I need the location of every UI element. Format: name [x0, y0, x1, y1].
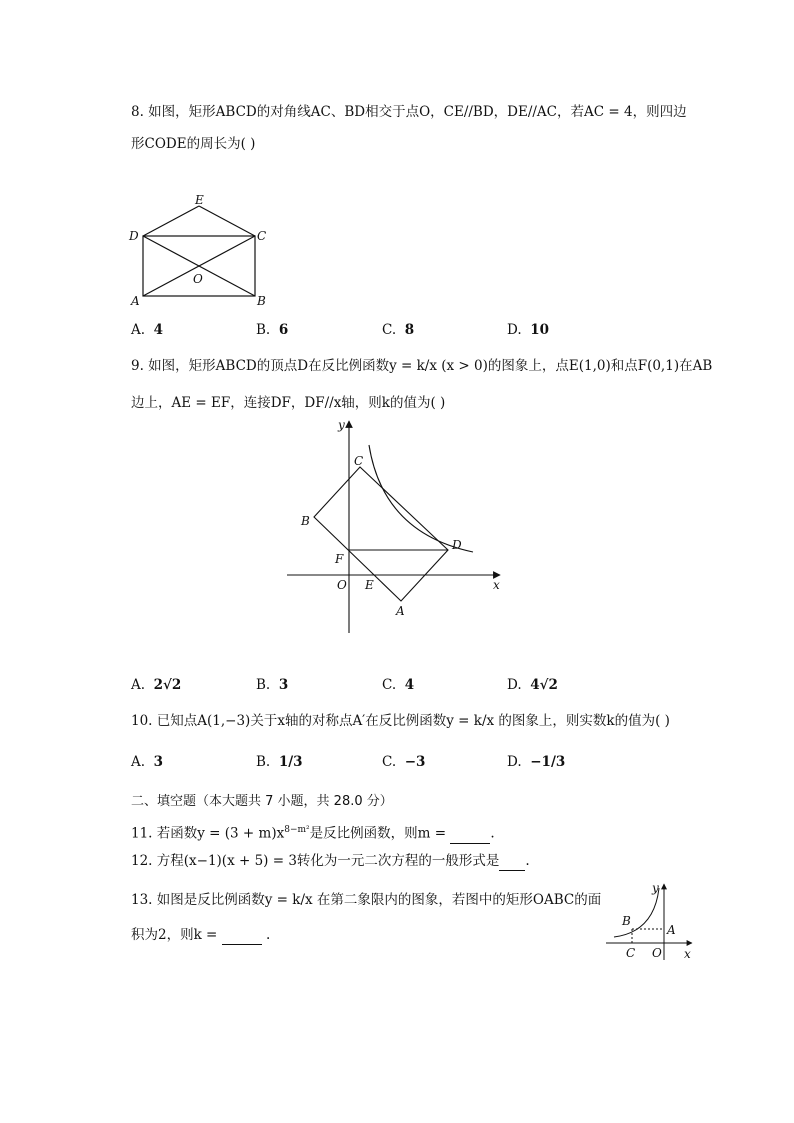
q9-option-a[interactable]: A. 2√2 — [131, 677, 182, 693]
q12-answer-blank[interactable] — [499, 856, 525, 871]
q13-text: 积为2，则k = — [131, 927, 218, 943]
q9-stem-line2: 边上，AE = EF，连接DF，DF//x轴，则k的值为( ) — [131, 395, 446, 411]
label-f: F — [335, 552, 344, 566]
q10-option-c[interactable]: C. −3 — [382, 754, 426, 770]
q10-option-d[interactable]: D. −1/3 — [507, 754, 566, 770]
hyperbola-curve — [614, 888, 659, 937]
label-a: A — [396, 604, 405, 618]
q11-exponent: 8−m² — [284, 825, 310, 835]
label-c: C — [354, 454, 364, 468]
q10-stem-line1: 10. 已知点A(1,−3)关于x轴的对称点A′在反比例函数y = k/x 的图象上，则实数k的值为( ) — [131, 713, 670, 729]
q13-stem-line1: 13. 如图是反比例函数y = k/x 在第二象限内的图象，若图中的矩形OABC的面 — [131, 892, 602, 908]
q13-answer-blank[interactable] — [222, 930, 262, 945]
q13-figure — [602, 880, 698, 964]
label-b: B — [622, 914, 631, 928]
label-e: E — [365, 578, 374, 592]
rectangle-abcd — [314, 467, 448, 601]
q9-figure — [285, 415, 510, 640]
label-e: E — [195, 193, 204, 207]
label-x: x — [493, 578, 500, 592]
label-x: x — [684, 947, 691, 961]
q9-option-d[interactable]: D. 4√2 — [507, 677, 558, 693]
q11-text-after: 是反比例函数，则m = — [309, 825, 447, 842]
label-c: C — [626, 946, 636, 960]
q8-stem-line2: 形CODE的周长为( ) — [131, 136, 256, 152]
label-o: O — [652, 946, 662, 960]
q8-figure — [125, 188, 275, 310]
label-c: C — [257, 229, 267, 243]
q12-text: 12. 方程(x−1)(x + 5) = 3转化为一元二次方程的一般形式是 — [131, 853, 500, 869]
q13-period: . — [265, 927, 271, 943]
q8-option-c[interactable]: C. 8 — [382, 322, 415, 338]
label-a: A — [667, 923, 676, 937]
label-o: O — [337, 578, 347, 592]
q11-period: . — [490, 825, 495, 842]
label-y: y — [652, 881, 659, 895]
q8-option-d[interactable]: D. 10 — [507, 322, 550, 338]
label-a: A — [131, 294, 140, 308]
q8-stem-line1: 8. 如图，矩形ABCD的对角线AC、BD相交于点O，CE//BD，DE//AC，若AC = 4，则四边 — [131, 104, 687, 120]
label-d: D — [452, 538, 462, 552]
q9-option-b[interactable]: B. 3 — [256, 677, 289, 693]
label-y: y — [338, 418, 345, 432]
label-b: B — [257, 294, 266, 308]
q9-stem-line1: 9. 如图，矩形ABCD的顶点D在反比例函数y = k/x (x > 0)的图象上，点E(1,0)和点F(0,1)在AB — [131, 358, 713, 374]
q11-stem — [131, 820, 495, 844]
segment-ce — [199, 206, 255, 236]
section-title: 二、填空题（本大题共 7 小题，共 28.0 分） — [131, 794, 393, 809]
label-o: O — [193, 272, 203, 286]
q8-option-b[interactable]: B. 6 — [256, 322, 289, 338]
q9-option-c[interactable]: C. 4 — [382, 677, 415, 693]
segment-de — [143, 206, 199, 236]
q11-answer-blank[interactable] — [450, 829, 490, 844]
q13-stem-line2 — [131, 925, 270, 945]
label-d: D — [129, 229, 139, 243]
label-b: B — [301, 514, 310, 528]
hyperbola-curve — [369, 445, 473, 552]
q12-stem — [131, 851, 530, 871]
q11-text: 11. 若函数y = (3 + m)x — [131, 825, 285, 842]
q10-option-b[interactable]: B. 1/3 — [256, 754, 303, 770]
q8-option-a[interactable]: A. 4 — [131, 322, 164, 338]
q10-option-a[interactable]: A. 3 — [131, 754, 164, 770]
q12-period: . — [525, 853, 530, 869]
